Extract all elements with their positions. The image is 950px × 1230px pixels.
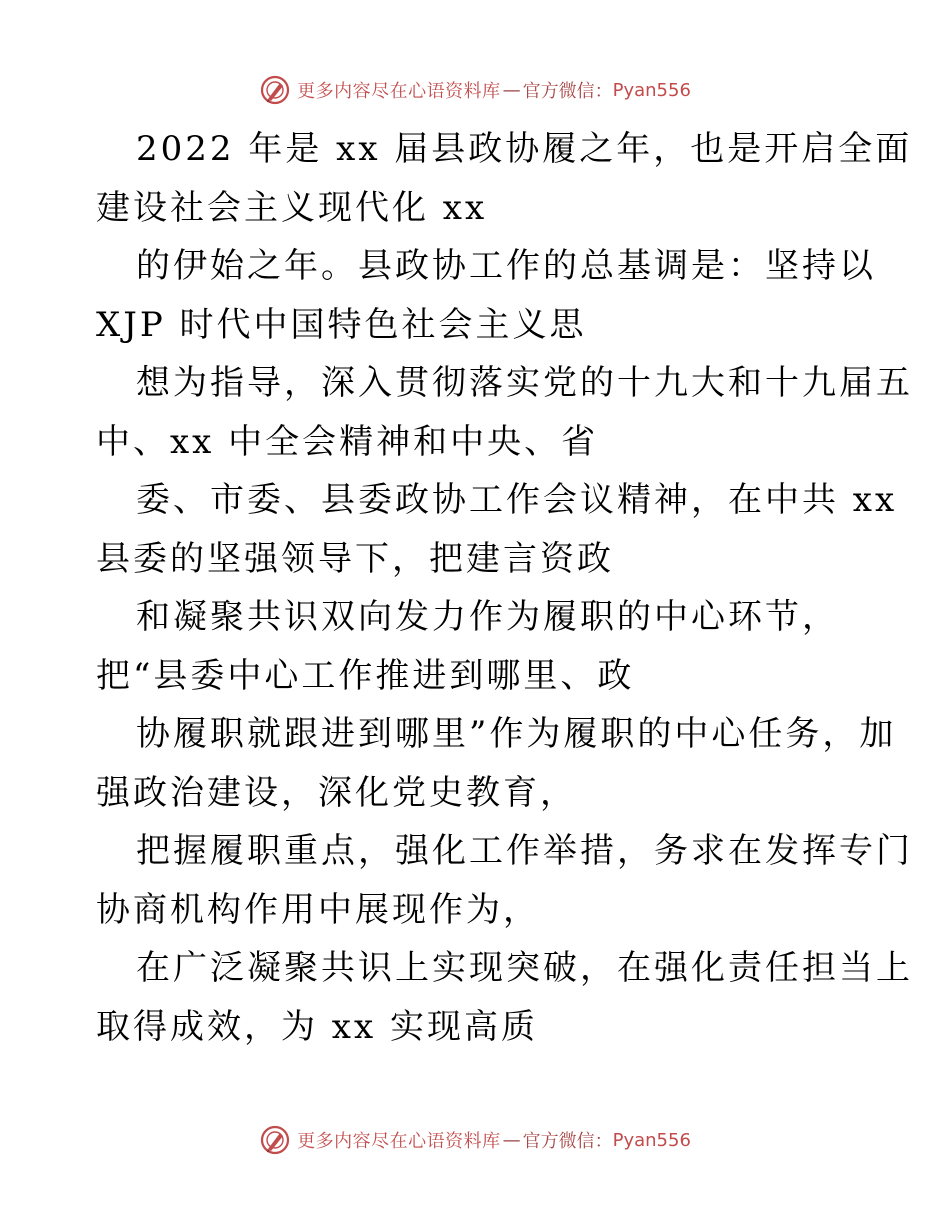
body-line: 协履职就跟进到哪里”作为履职的中心任务，加	[136, 714, 897, 754]
body-line: 想为指导，深入贯彻落实党的十九大和十九届五	[136, 363, 913, 403]
footer-watermark	[0, 1122, 950, 1158]
body-line: 强政治建设，深化党史教育，	[96, 772, 577, 813]
body-line: 在广泛凝聚共识上实现突破，在强化责任担当上	[136, 948, 913, 988]
body-line: 委、市委、县委政协工作会议精神，在中共 xx	[136, 480, 898, 520]
watermark-label: 官方微信：	[522, 1131, 613, 1152]
pen-logo-icon	[259, 74, 291, 106]
body-line: 建设社会主义现代化 xx	[96, 187, 488, 228]
watermark-brand: 更多内容尽在心语资料库	[297, 1131, 501, 1152]
body-line: 的伊始之年。县政协工作的总基调是：坚持以	[136, 246, 876, 286]
document-body	[96, 120, 913, 1056]
watermark-separator: —	[502, 1129, 521, 1151]
body-line: 把握履职重点，强化工作举措，务求在发挥专门	[136, 831, 913, 871]
pen-logo-icon	[259, 1124, 291, 1156]
watermark-separator: —	[502, 79, 521, 101]
watermark-wechat-id: Pyan556	[612, 1129, 691, 1151]
body-line: 县委的坚强领导下，把建言资政	[96, 538, 614, 579]
watermark-label: 官方微信：	[522, 81, 613, 102]
body-line: 和凝聚共识双向发力作为履职的中心环节，	[136, 597, 839, 637]
watermark-brand: 更多内容尽在心语资料库	[297, 81, 501, 102]
body-line: XJP 时代中国特色社会主义思	[96, 304, 587, 345]
body-line: 2022 年是 xx 届县政协履之年，也是开启全面	[136, 129, 913, 169]
watermark-wechat-id: Pyan556	[612, 79, 691, 101]
body-line: 把“县委中心工作推进到哪里、政	[96, 655, 635, 696]
body-line: 中、xx 中全会精神和中央、省	[96, 421, 599, 462]
body-line: 协商机构作用中展现作为，	[96, 889, 540, 930]
body-line: 取得成效，为 xx 实现高质	[96, 1006, 538, 1047]
header-watermark	[0, 72, 950, 108]
